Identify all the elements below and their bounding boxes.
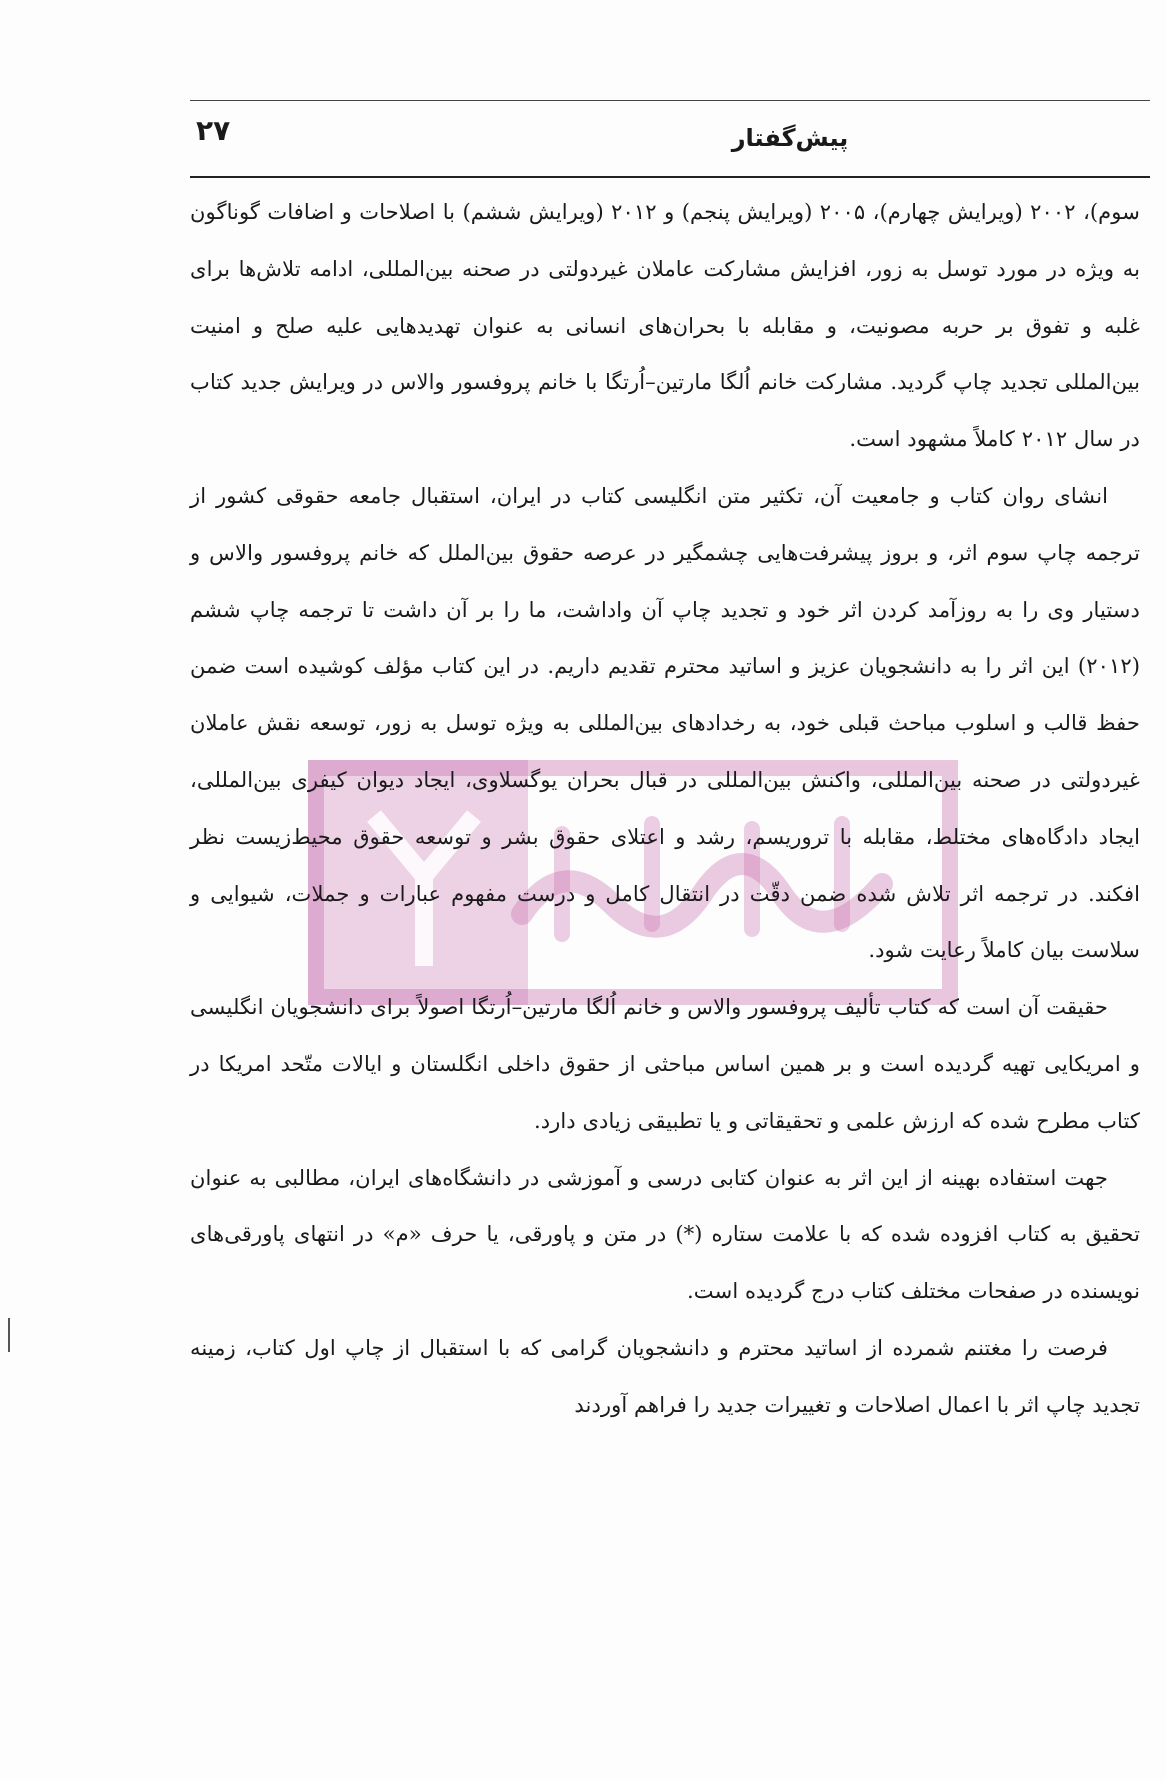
margin-mark [8,1318,10,1352]
paragraph-4: جهت استفاده بهینه از این اثر به عنوان کتابی درسی و آموزشی در دانشگاه‌های ایران، مطالبی به عنوان تحقیق به کتاب افزوده شده که با علامت ستاره (*) در متن و پاورقی، یا حرف «م» در انتهای پاورقی‌های نویسنده در صفحات مختلف کتاب درج گردیده است. [190,1164,1140,1304]
page-header [190,100,1150,178]
running-head: پیش‌گفتار [731,124,849,152]
paragraph-2: انشای روان کتاب و جامعیت آن، تکثیر متن انگلیسی کتاب در ایران، استقبال جامعه حقوقی کشور از ترجمه چاپ سوم اثر، و بروز پیشرفت‌هایی چشمگیر در عرصه حقوق بین‌الملل که خانم پروفسور والاس و دستیار وی را به روزآمد کردن اثر خود و تجدید چاپ آن واداشت، ما را بر آن داشت تا ترجمه چاپ ششم (۲۰۱۲) این اثر را به دانشجویان عزیز و اساتید محترم تقدیم داریم. در این کتاب مؤلف کوشیده است ضمن حفظ قالب و اسلوب مباحث قبلی خود، به رخدادهای بین‌المللی به ویژه توسل به زور، توسعه نقش عاملان غیردولتی در صحنه بین‌المللی، واکنش بین‌المللی در قبال بحران یوگسلاوی، ایجاد دیوان کیفری بین‌المللی، ایجاد دادگاه‌های مختلط، مقابله با تروریسم، رشد و اعتلای حقوق بشر و توسعه حقوق محیط‌زیست نظر افکند. در ترجمه اثر تلاش شده ضمن دقّت در انتقال کامل و درست مفهوم عبارات و جملات، شیوایی و سلاست بیان کاملاً رعایت شود. [190,482,1140,963]
header-rule [190,176,1150,178]
paragraph-5: فرصت را مغتنم شمرده از اساتید محترم و دانشجویان گرامی که با استقبال از چاپ اول کتاب، زمینه تجدید چاپ اثر با اعمال اصلاحات و تغییرات جدید را فراهم آوردند [190,1334,1140,1417]
body-text [190,184,1140,1434]
paragraph-1: سوم)، ۲۰۰۲ (ویرایش چهارم)، ۲۰۰۵ (ویرایش پنجم) و ۲۰۱۲ (ویرایش ششم) با اصلاحات و اضافات گوناگون به ویژه در مورد توسل به زور، افزایش مشارکت عاملان غیردولتی در صحنه بین‌المللی، ادامه تلاش‌ها برای غلبه و تفوق بر حربه مصونیت، و مقابله با بحران‌های انسانی به عنوان تهدیدهایی علیه صلح و امنیت بین‌المللی تجدید چاپ گردید. مشارکت خانم اُلگا مارتین–اُرتگا با خانم پروفسور والاس در ویرایش جدید کتاب در سال ۲۰۱۲ کاملاً مشهود است. [190,199,1140,452]
paragraph-3: حقیقت آن است که کتاب تألیف پروفسور والاس و خانم اُلگا مارتین–اُرتگا اصولاً برای دانشجویان انگلیسی و امریکایی تهیه گردیده است و بر همین اساس مباحثی از حقوق داخلی انگلستان و ایالات متّحد امریکا در کتاب مطرح شده که ارزش علمی و تحقیقاتی و یا تطبیقی زیادی دارد. [190,994,1140,1133]
page-number: ۲۷ [196,114,231,147]
header-top-rule [190,100,1150,101]
